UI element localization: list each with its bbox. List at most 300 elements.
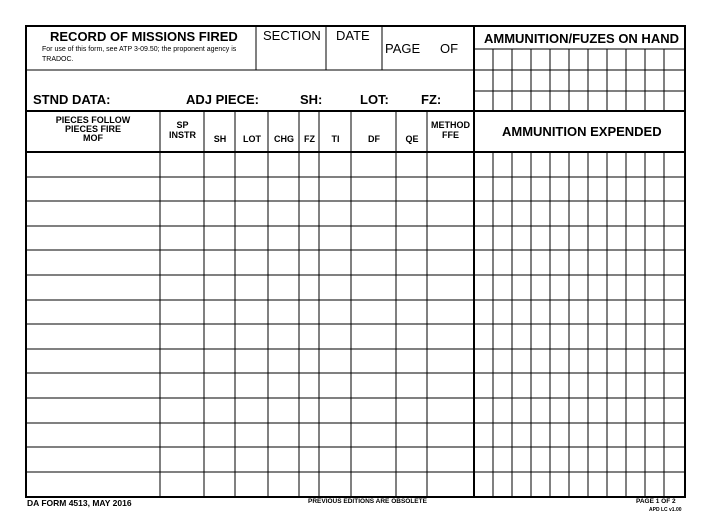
cell-ammo-expended[interactable] [475, 202, 492, 225]
cell-ammo-expended[interactable] [494, 251, 511, 274]
cell-ammo-expended[interactable] [494, 399, 511, 422]
cell-df[interactable] [352, 399, 395, 422]
cell-ammo-expended[interactable] [513, 424, 530, 446]
cell-ti[interactable] [320, 350, 350, 372]
cell-ammo-expended[interactable] [532, 350, 549, 372]
cell-df[interactable] [352, 374, 395, 397]
cell-ammo-expended[interactable] [532, 301, 549, 323]
cell-sh[interactable] [205, 325, 234, 348]
cell-pieces[interactable] [27, 153, 159, 176]
cell-ammo-expended[interactable] [627, 202, 644, 225]
cell-ammo-expended[interactable] [665, 202, 684, 225]
cell-ammo-expended[interactable] [608, 227, 625, 249]
cell-sh[interactable] [205, 473, 234, 495]
cell-ammo-expended[interactable] [589, 350, 606, 372]
cell-ammo-expended[interactable] [475, 227, 492, 249]
cell-ammo-expended[interactable] [570, 325, 587, 348]
cell-ammo-expended[interactable] [627, 350, 644, 372]
cell-chg[interactable] [269, 227, 298, 249]
cell-ammo-expended[interactable] [589, 227, 606, 249]
cell-ammo-expended[interactable] [665, 399, 684, 422]
page-total-field[interactable] [459, 40, 473, 60]
cell-ammo-expended[interactable] [551, 251, 568, 274]
cell-ammo-expended[interactable] [589, 424, 606, 446]
adj-piece-field[interactable] [260, 92, 298, 109]
cell-ammo-expended[interactable] [646, 374, 663, 397]
cell-ammo-expended[interactable] [532, 202, 549, 225]
cell-method-ffe[interactable] [428, 301, 473, 323]
page-number-field[interactable] [418, 40, 438, 60]
cell-pieces[interactable] [27, 448, 159, 471]
cell-ammo-expended[interactable] [475, 473, 492, 495]
cell-qe[interactable] [397, 424, 426, 446]
cell-ammo-expended[interactable] [551, 227, 568, 249]
cell-method-ffe[interactable] [428, 325, 473, 348]
cell-method-ffe[interactable] [428, 350, 473, 372]
cell-lot[interactable] [236, 325, 267, 348]
cell-ammo-expended[interactable] [532, 178, 549, 200]
cell-pieces[interactable] [27, 473, 159, 495]
cell-ammo-expended[interactable] [589, 325, 606, 348]
cell-ammo-expended[interactable] [646, 153, 663, 176]
cell-fz[interactable] [300, 374, 318, 397]
cell-ammo-expended[interactable] [475, 251, 492, 274]
cell-ammo-expended[interactable] [627, 374, 644, 397]
cell-ammo-expended[interactable] [627, 448, 644, 471]
cell-ammo-expended[interactable] [570, 251, 587, 274]
cell-ammo-expended[interactable] [513, 301, 530, 323]
cell-ammo-expended[interactable] [551, 178, 568, 200]
cell-ammo-expended[interactable] [589, 301, 606, 323]
cell-ammo-expended[interactable] [513, 374, 530, 397]
cell-ammo-expended[interactable] [513, 399, 530, 422]
cell-ammo-expended[interactable] [570, 178, 587, 200]
cell-fz[interactable] [300, 227, 318, 249]
cell-qe[interactable] [397, 202, 426, 225]
cell-ammo-expended[interactable] [475, 178, 492, 200]
cell-ammo-expended[interactable] [627, 227, 644, 249]
cell-ammo-expended[interactable] [475, 424, 492, 446]
cell-chg[interactable] [269, 178, 298, 200]
cell-ammo-expended[interactable] [608, 153, 625, 176]
cell-ammo-expended[interactable] [646, 227, 663, 249]
cell-ammo-expended[interactable] [627, 276, 644, 299]
cell-qe[interactable] [397, 251, 426, 274]
cell-lot[interactable] [236, 153, 267, 176]
cell-ammo-expended[interactable] [494, 350, 511, 372]
cell-ammo-expended[interactable] [570, 276, 587, 299]
cell-ammo-expended[interactable] [627, 178, 644, 200]
cell-ammo-expended[interactable] [608, 374, 625, 397]
cell-df[interactable] [352, 153, 395, 176]
cell-sh[interactable] [205, 424, 234, 446]
cell-ammo-expended[interactable] [551, 325, 568, 348]
cell-ammo-expended[interactable] [532, 424, 549, 446]
cell-ammo-expended[interactable] [608, 350, 625, 372]
cell-method-ffe[interactable] [428, 424, 473, 446]
cell-sp-instr[interactable] [161, 424, 203, 446]
cell-chg[interactable] [269, 301, 298, 323]
cell-lot[interactable] [236, 473, 267, 495]
cell-ammo-expended[interactable] [475, 325, 492, 348]
cell-ti[interactable] [320, 301, 350, 323]
cell-pieces[interactable] [27, 251, 159, 274]
cell-ammo-expended[interactable] [589, 473, 606, 495]
cell-chg[interactable] [269, 153, 298, 176]
cell-ammo-expended[interactable] [494, 227, 511, 249]
cell-ammo-expended[interactable] [494, 276, 511, 299]
cell-sp-instr[interactable] [161, 473, 203, 495]
cell-ammo-expended[interactable] [475, 301, 492, 323]
cell-df[interactable] [352, 227, 395, 249]
cell-ammo-expended[interactable] [494, 473, 511, 495]
date-field[interactable] [327, 46, 381, 69]
cell-ammo-expended[interactable] [570, 424, 587, 446]
cell-ammo-expended[interactable] [589, 448, 606, 471]
sh-field[interactable] [322, 92, 358, 109]
cell-lot[interactable] [236, 251, 267, 274]
cell-df[interactable] [352, 178, 395, 200]
cell-ammo-expended[interactable] [513, 473, 530, 495]
cell-fz[interactable] [300, 251, 318, 274]
cell-qe[interactable] [397, 301, 426, 323]
cell-ammo-expended[interactable] [551, 399, 568, 422]
cell-ammo-expended[interactable] [665, 251, 684, 274]
cell-ammo-expended[interactable] [665, 325, 684, 348]
cell-ammo-expended[interactable] [494, 448, 511, 471]
cell-ammo-expended[interactable] [589, 374, 606, 397]
cell-ammo-expended[interactable] [646, 178, 663, 200]
cell-ammo-expended[interactable] [494, 374, 511, 397]
cell-ammo-expended[interactable] [532, 448, 549, 471]
cell-qe[interactable] [397, 350, 426, 372]
cell-ammo-expended[interactable] [532, 399, 549, 422]
cell-ammo-expended[interactable] [551, 202, 568, 225]
cell-ammo-expended[interactable] [532, 251, 549, 274]
cell-ammo-expended[interactable] [665, 153, 684, 176]
cell-ammo-expended[interactable] [551, 448, 568, 471]
lot-field[interactable] [392, 92, 420, 109]
cell-ammo-expended[interactable] [570, 399, 587, 422]
cell-ammo-expended[interactable] [646, 202, 663, 225]
cell-sh[interactable] [205, 448, 234, 471]
cell-ammo-expended[interactable] [589, 178, 606, 200]
cell-ammo-expended[interactable] [608, 448, 625, 471]
cell-lot[interactable] [236, 227, 267, 249]
cell-ammo-expended[interactable] [551, 350, 568, 372]
cell-fz[interactable] [300, 202, 318, 225]
cell-method-ffe[interactable] [428, 153, 473, 176]
cell-pieces[interactable] [27, 301, 159, 323]
cell-ammo-expended[interactable] [627, 473, 644, 495]
cell-fz[interactable] [300, 178, 318, 200]
cell-method-ffe[interactable] [428, 473, 473, 495]
cell-ammo-expended[interactable] [646, 399, 663, 422]
section-field[interactable] [257, 46, 325, 69]
cell-sh[interactable] [205, 153, 234, 176]
cell-ammo-expended[interactable] [513, 251, 530, 274]
cell-ammo-expended[interactable] [551, 276, 568, 299]
cell-ammo-expended[interactable] [532, 374, 549, 397]
cell-ammo-expended[interactable] [627, 399, 644, 422]
cell-ammo-expended[interactable] [551, 424, 568, 446]
cell-sp-instr[interactable] [161, 178, 203, 200]
cell-fz[interactable] [300, 153, 318, 176]
cell-lot[interactable] [236, 202, 267, 225]
cell-df[interactable] [352, 350, 395, 372]
cell-method-ffe[interactable] [428, 202, 473, 225]
cell-ammo-expended[interactable] [646, 251, 663, 274]
cell-method-ffe[interactable] [428, 227, 473, 249]
cell-fz[interactable] [300, 301, 318, 323]
cell-ammo-expended[interactable] [475, 399, 492, 422]
cell-ammo-expended[interactable] [532, 227, 549, 249]
cell-chg[interactable] [269, 350, 298, 372]
cell-ammo-expended[interactable] [665, 227, 684, 249]
cell-method-ffe[interactable] [428, 178, 473, 200]
cell-ammo-expended[interactable] [646, 325, 663, 348]
cell-ammo-expended[interactable] [627, 153, 644, 176]
cell-ammo-expended[interactable] [532, 325, 549, 348]
cell-sp-instr[interactable] [161, 227, 203, 249]
cell-pieces[interactable] [27, 178, 159, 200]
cell-lot[interactable] [236, 350, 267, 372]
cell-fz[interactable] [300, 399, 318, 422]
cell-method-ffe[interactable] [428, 276, 473, 299]
cell-ti[interactable] [320, 227, 350, 249]
cell-pieces[interactable] [27, 276, 159, 299]
cell-ti[interactable] [320, 202, 350, 225]
cell-qe[interactable] [397, 153, 426, 176]
cell-ammo-expended[interactable] [665, 473, 684, 495]
cell-ammo-expended[interactable] [627, 301, 644, 323]
cell-ammo-expended[interactable] [475, 374, 492, 397]
cell-lot[interactable] [236, 276, 267, 299]
cell-ammo-expended[interactable] [665, 350, 684, 372]
cell-sh[interactable] [205, 374, 234, 397]
cell-df[interactable] [352, 276, 395, 299]
cell-sh[interactable] [205, 251, 234, 274]
cell-ammo-expended[interactable] [608, 301, 625, 323]
cell-ammo-expended[interactable] [608, 178, 625, 200]
cell-ti[interactable] [320, 153, 350, 176]
cell-lot[interactable] [236, 399, 267, 422]
cell-sp-instr[interactable] [161, 399, 203, 422]
cell-ammo-expended[interactable] [570, 350, 587, 372]
cell-chg[interactable] [269, 276, 298, 299]
cell-ammo-expended[interactable] [608, 202, 625, 225]
cell-pieces[interactable] [27, 325, 159, 348]
cell-lot[interactable] [236, 448, 267, 471]
cell-ammo-expended[interactable] [665, 178, 684, 200]
cell-ammo-expended[interactable] [646, 301, 663, 323]
cell-pieces[interactable] [27, 424, 159, 446]
cell-ammo-expended[interactable] [475, 153, 492, 176]
cell-ammo-expended[interactable] [570, 473, 587, 495]
cell-sp-instr[interactable] [161, 374, 203, 397]
cell-ammo-expended[interactable] [570, 202, 587, 225]
cell-fz[interactable] [300, 350, 318, 372]
cell-lot[interactable] [236, 178, 267, 200]
cell-ammo-expended[interactable] [665, 301, 684, 323]
cell-sh[interactable] [205, 350, 234, 372]
cell-ammo-expended[interactable] [570, 301, 587, 323]
cell-ti[interactable] [320, 374, 350, 397]
cell-ammo-expended[interactable] [646, 276, 663, 299]
cell-sh[interactable] [205, 301, 234, 323]
cell-ammo-expended[interactable] [532, 153, 549, 176]
cell-ti[interactable] [320, 178, 350, 200]
cell-pieces[interactable] [27, 202, 159, 225]
cell-ammo-expended[interactable] [475, 276, 492, 299]
cell-qe[interactable] [397, 227, 426, 249]
cell-ammo-expended[interactable] [646, 424, 663, 446]
cell-ammo-expended[interactable] [494, 178, 511, 200]
cell-lot[interactable] [236, 374, 267, 397]
cell-ammo-expended[interactable] [627, 325, 644, 348]
cell-fz[interactable] [300, 424, 318, 446]
cell-ammo-expended[interactable] [608, 325, 625, 348]
cell-chg[interactable] [269, 374, 298, 397]
cell-ti[interactable] [320, 325, 350, 348]
cell-ammo-expended[interactable] [513, 276, 530, 299]
cell-lot[interactable] [236, 424, 267, 446]
stnd-data-field[interactable] [112, 92, 182, 109]
cell-ammo-expended[interactable] [570, 448, 587, 471]
cell-lot[interactable] [236, 301, 267, 323]
cell-chg[interactable] [269, 424, 298, 446]
cell-ammo-expended[interactable] [665, 374, 684, 397]
cell-ammo-expended[interactable] [665, 424, 684, 446]
cell-ammo-expended[interactable] [551, 301, 568, 323]
cell-ammo-expended[interactable] [494, 301, 511, 323]
cell-ti[interactable] [320, 399, 350, 422]
cell-ti[interactable] [320, 424, 350, 446]
cell-ti[interactable] [320, 473, 350, 495]
cell-sp-instr[interactable] [161, 251, 203, 274]
cell-pieces[interactable] [27, 227, 159, 249]
cell-fz[interactable] [300, 276, 318, 299]
cell-ammo-expended[interactable] [646, 448, 663, 471]
cell-sh[interactable] [205, 399, 234, 422]
cell-sp-instr[interactable] [161, 325, 203, 348]
cell-ammo-expended[interactable] [665, 276, 684, 299]
cell-ammo-expended[interactable] [608, 276, 625, 299]
cell-chg[interactable] [269, 325, 298, 348]
cell-qe[interactable] [397, 374, 426, 397]
cell-ammo-expended[interactable] [513, 325, 530, 348]
cell-ammo-expended[interactable] [494, 325, 511, 348]
cell-ammo-expended[interactable] [494, 202, 511, 225]
cell-ammo-expended[interactable] [589, 202, 606, 225]
cell-sp-instr[interactable] [161, 153, 203, 176]
cell-ammo-expended[interactable] [475, 350, 492, 372]
cell-ammo-expended[interactable] [551, 473, 568, 495]
cell-ammo-expended[interactable] [608, 424, 625, 446]
cell-ammo-expended[interactable] [513, 227, 530, 249]
cell-ammo-expended[interactable] [589, 251, 606, 274]
cell-ammo-expended[interactable] [589, 153, 606, 176]
cell-sh[interactable] [205, 202, 234, 225]
cell-pieces[interactable] [27, 399, 159, 422]
cell-sp-instr[interactable] [161, 448, 203, 471]
cell-ammo-expended[interactable] [475, 448, 492, 471]
cell-ammo-expended[interactable] [627, 251, 644, 274]
cell-ammo-expended[interactable] [532, 473, 549, 495]
cell-ammo-expended[interactable] [551, 374, 568, 397]
cell-ammo-expended[interactable] [551, 153, 568, 176]
cell-fz[interactable] [300, 325, 318, 348]
cell-sp-instr[interactable] [161, 276, 203, 299]
cell-qe[interactable] [397, 325, 426, 348]
cell-ammo-expended[interactable] [608, 399, 625, 422]
cell-ammo-expended[interactable] [665, 448, 684, 471]
cell-ammo-expended[interactable] [494, 424, 511, 446]
cell-ammo-expended[interactable] [589, 276, 606, 299]
cell-sp-instr[interactable] [161, 350, 203, 372]
cell-ammo-expended[interactable] [513, 350, 530, 372]
cell-ammo-expended[interactable] [513, 202, 530, 225]
cell-chg[interactable] [269, 251, 298, 274]
cell-method-ffe[interactable] [428, 374, 473, 397]
cell-ammo-expended[interactable] [513, 178, 530, 200]
cell-sp-instr[interactable] [161, 301, 203, 323]
cell-ammo-expended[interactable] [589, 399, 606, 422]
cell-qe[interactable] [397, 276, 426, 299]
cell-qe[interactable] [397, 178, 426, 200]
cell-ammo-expended[interactable] [608, 473, 625, 495]
cell-ti[interactable] [320, 251, 350, 274]
cell-ammo-expended[interactable] [608, 251, 625, 274]
cell-ammo-expended[interactable] [570, 227, 587, 249]
cell-ammo-expended[interactable] [570, 374, 587, 397]
cell-qe[interactable] [397, 473, 426, 495]
cell-ammo-expended[interactable] [513, 153, 530, 176]
cell-ammo-expended[interactable] [646, 350, 663, 372]
cell-df[interactable] [352, 202, 395, 225]
cell-method-ffe[interactable] [428, 399, 473, 422]
cell-ammo-expended[interactable] [513, 448, 530, 471]
cell-sh[interactable] [205, 227, 234, 249]
cell-pieces[interactable] [27, 350, 159, 372]
cell-pieces[interactable] [27, 374, 159, 397]
cell-chg[interactable] [269, 448, 298, 471]
cell-ammo-expended[interactable] [494, 153, 511, 176]
cell-df[interactable] [352, 448, 395, 471]
cell-df[interactable] [352, 424, 395, 446]
cell-ammo-expended[interactable] [627, 424, 644, 446]
cell-ti[interactable] [320, 448, 350, 471]
cell-chg[interactable] [269, 399, 298, 422]
cell-fz[interactable] [300, 448, 318, 471]
fz-field[interactable] [442, 92, 472, 109]
cell-chg[interactable] [269, 202, 298, 225]
cell-ammo-expended[interactable] [570, 153, 587, 176]
cell-sh[interactable] [205, 178, 234, 200]
cell-ammo-expended[interactable] [532, 276, 549, 299]
cell-qe[interactable] [397, 448, 426, 471]
cell-fz[interactable] [300, 473, 318, 495]
cell-method-ffe[interactable] [428, 448, 473, 471]
cell-df[interactable] [352, 325, 395, 348]
cell-ammo-expended[interactable] [646, 473, 663, 495]
cell-df[interactable] [352, 301, 395, 323]
cell-ti[interactable] [320, 276, 350, 299]
cell-df[interactable] [352, 473, 395, 495]
cell-qe[interactable] [397, 399, 426, 422]
cell-sh[interactable] [205, 276, 234, 299]
cell-sp-instr[interactable] [161, 202, 203, 225]
